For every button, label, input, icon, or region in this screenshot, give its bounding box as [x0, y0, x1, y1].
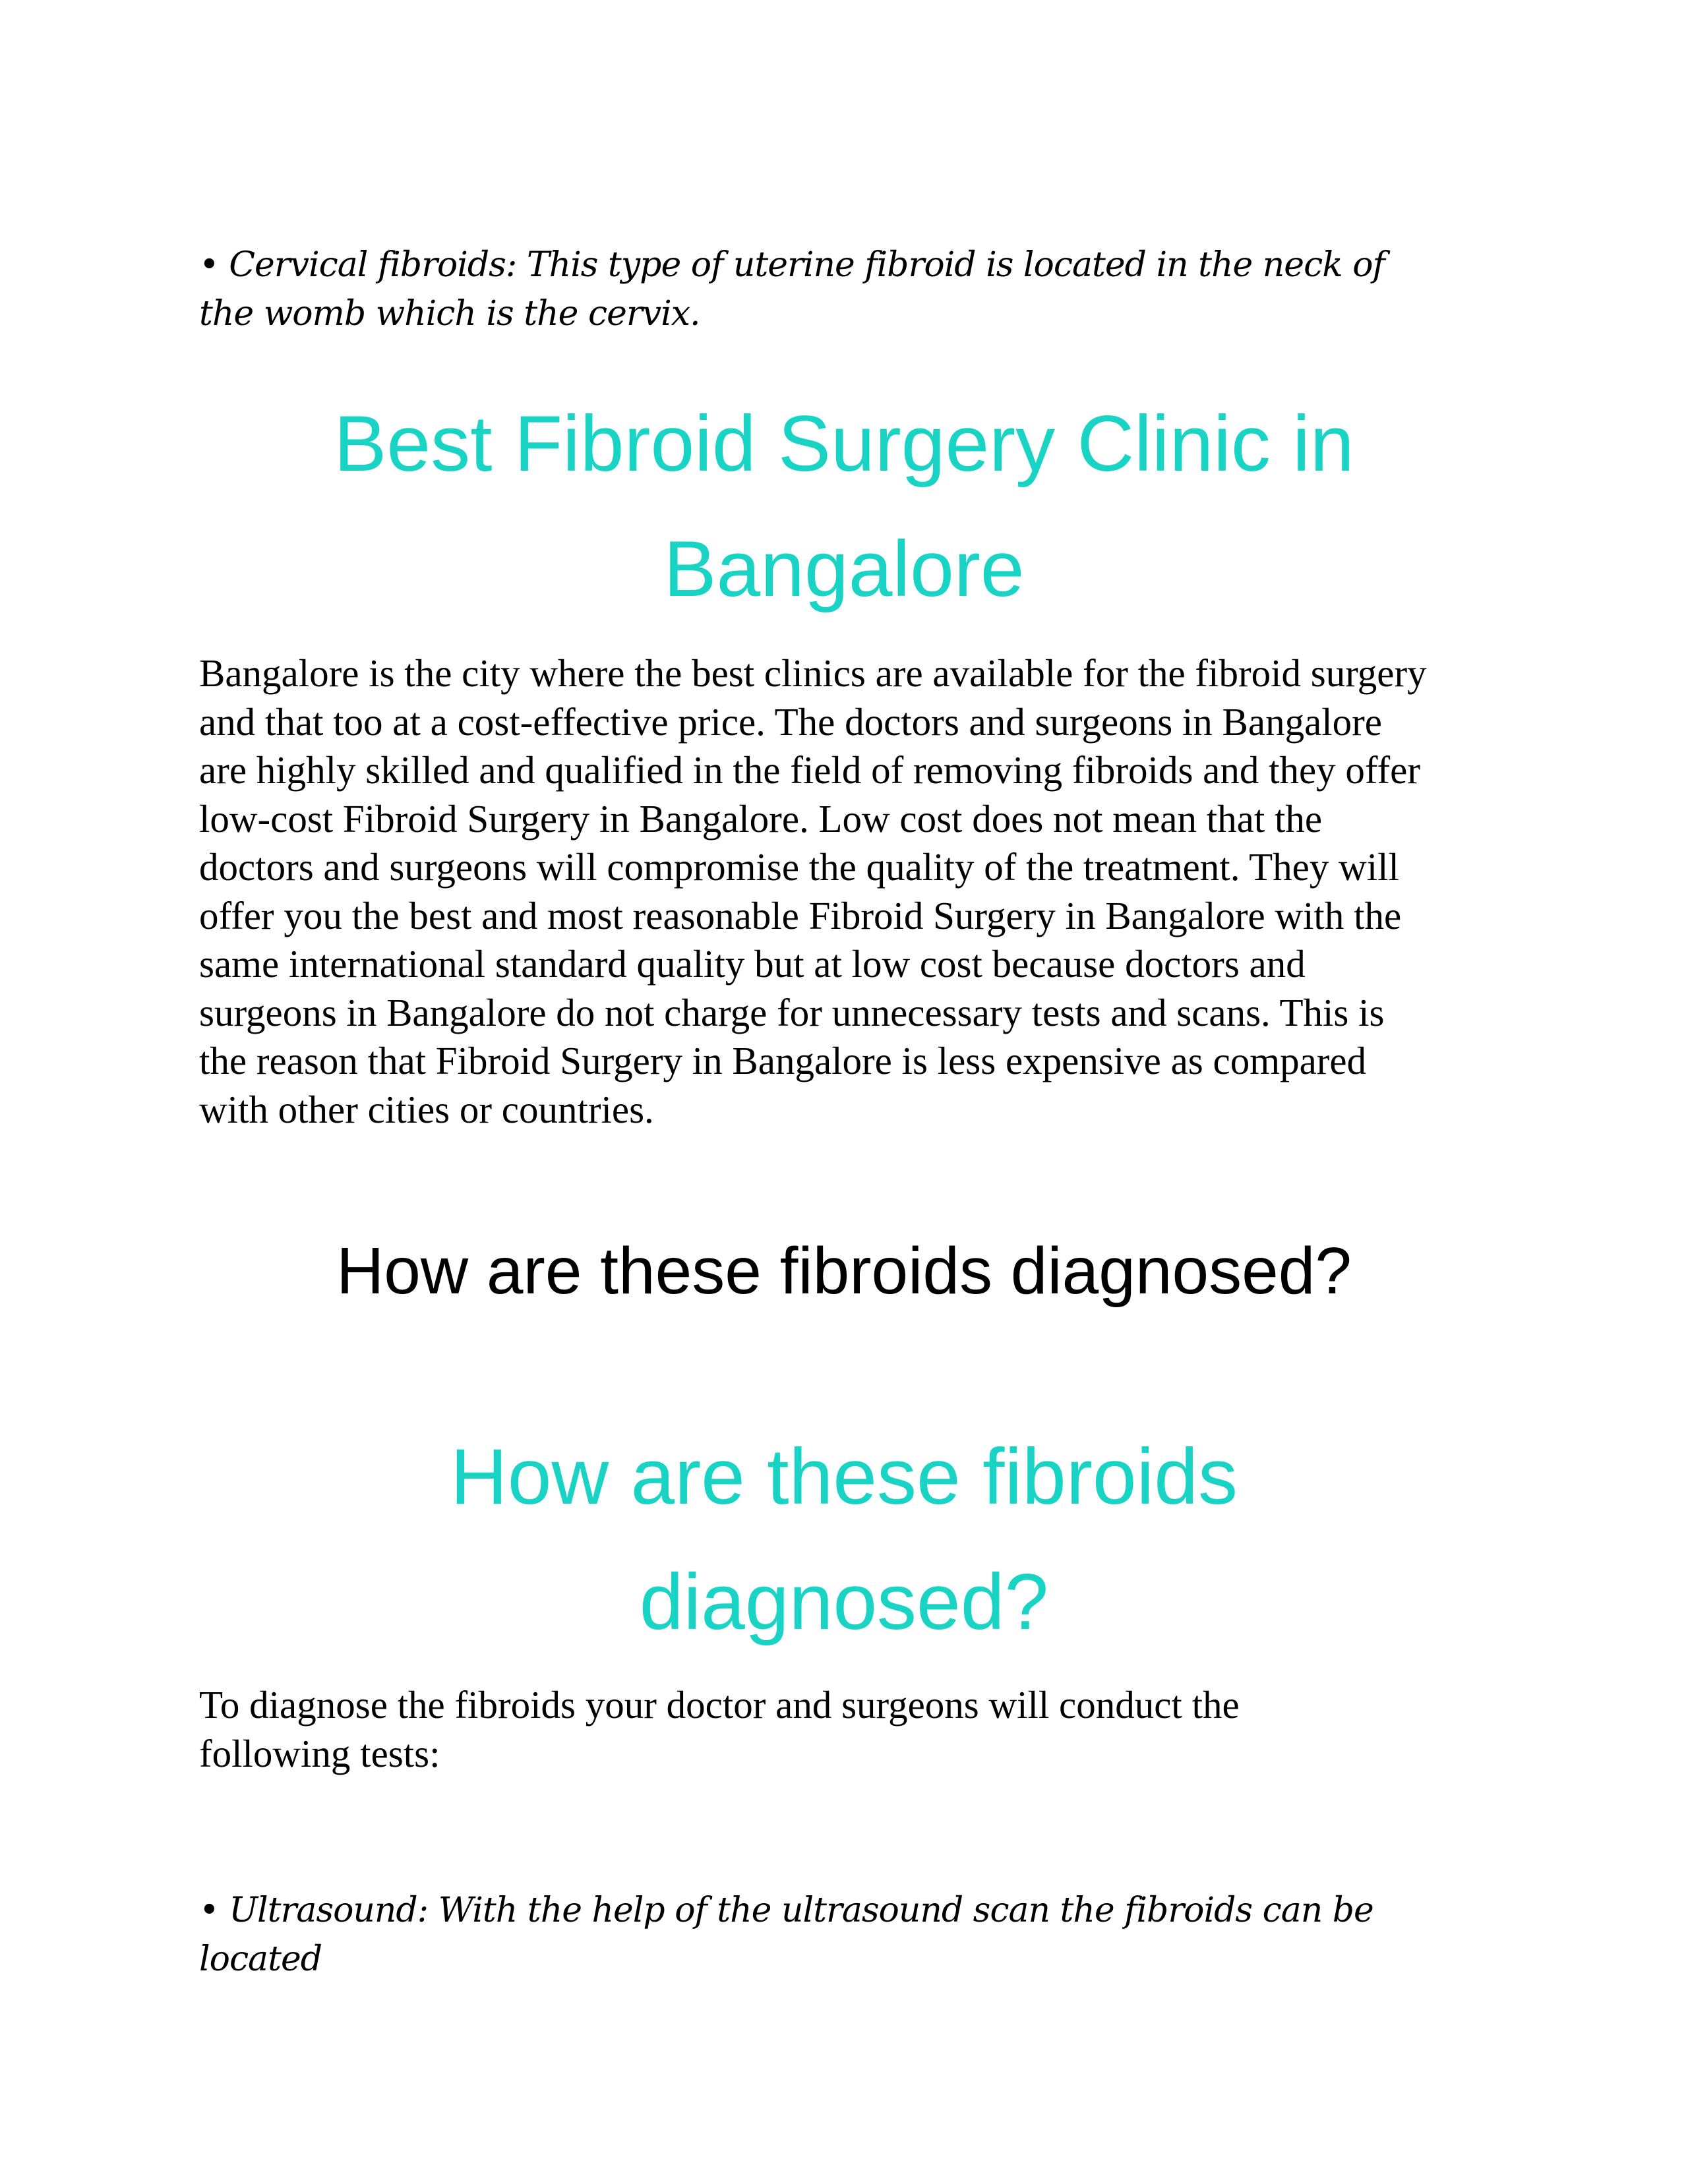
paragraph-line: the reason that Fibroid Surgery in Bangalore is less expensive as compared: [199, 1039, 1367, 1082]
paragraph-line: offer you the best and most reasonable Fibroid Surgery in Bangalore with the: [199, 893, 1402, 937]
paragraph-line: are highly skilled and qualified in the field of removing fibroids and they offer: [199, 748, 1420, 792]
paragraph-line: low-cost Fibroid Surgery in Bangalore. Low cost does not mean that the: [199, 796, 1323, 841]
paragraph-line: and that too at a cost-effective price. The doctors and surgeons in Bangalore: [199, 699, 1382, 744]
heading-best-clinic: [0, 381, 1688, 632]
bullet-cervical-line-1: • Cervical fibroids: This type of uterine fibroid is located in the neck of: [199, 245, 1385, 285]
heading-best-clinic-line-2: Bangalore: [663, 525, 1025, 613]
paragraph-line: surgeons in Bangalore do not charge for unnecessary tests and scans. This is: [199, 990, 1385, 1034]
paragraph-bangalore: [199, 649, 1492, 1134]
bullet-cervical-fibroids: [199, 241, 1492, 338]
heading-diagnosed-teal: [0, 1414, 1688, 1665]
paragraph-line: doctors and surgeons will compromise the quality of the treatment. They will: [199, 845, 1399, 889]
heading-diagnosed-teal-line-1: How are these fibroids: [450, 1432, 1238, 1521]
paragraph-line: Bangalore is the city where the best clinics are available for the fibroid surgery: [199, 651, 1427, 695]
paragraph-line: with other cities or countries.: [199, 1087, 654, 1131]
paragraph-tests: [199, 1681, 1492, 1778]
bullet-cervical-line-2: the womb which is the cervix.: [199, 294, 700, 334]
heading-diagnosed-teal-line-2: diagnosed?: [639, 1558, 1049, 1646]
paragraph-tests-line-2: following tests:: [199, 1731, 440, 1775]
heading-diagnosed-black: How are these fibroids diagnosed?: [336, 1234, 1352, 1308]
paragraph-tests-line-1: To diagnose the fibroids your doctor and surgeons will conduct the: [199, 1683, 1240, 1727]
bullet-ultrasound: • Ultrasound: With the help of the ultrasound scan the fibroids can be located: [199, 1891, 1373, 1979]
paragraph-line: same international standard quality but at low cost because doctors and: [199, 942, 1306, 986]
heading-best-clinic-line-1: Best Fibroid Surgery Clinic in: [334, 399, 1354, 488]
